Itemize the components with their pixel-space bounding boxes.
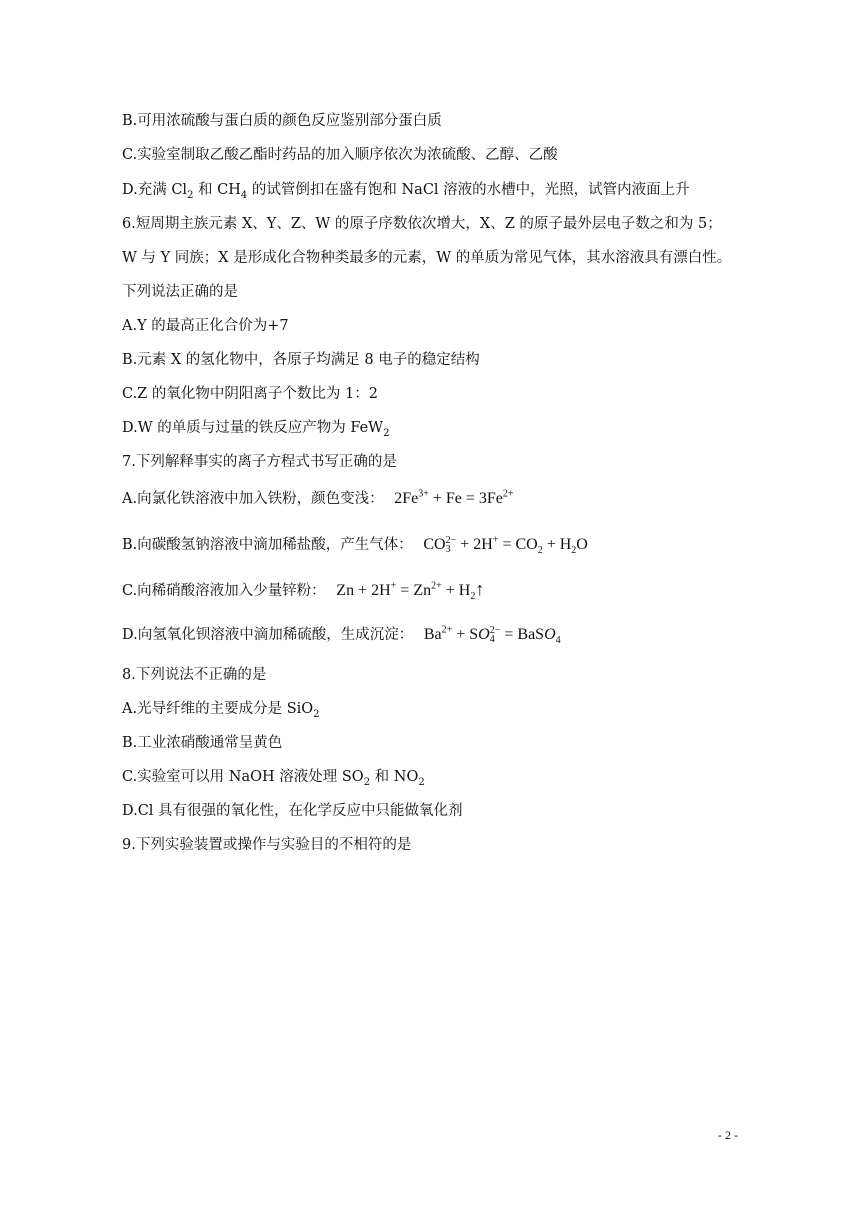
equation-7a: $2Fe^{3+} + Fe = 3Fe^{2+}$ bbox=[394, 488, 514, 507]
option-8b: B.工业浓硝酸通常呈黄色 bbox=[122, 735, 283, 751]
question-7-stem: 7.下列解释事实的离子方程式书写正确的是 bbox=[122, 454, 397, 470]
option-6a: A.Y 的最高正化合价为+7 bbox=[122, 318, 289, 334]
option-6b: B.元素 X 的氢化物中，各原子均满足 8 电子的稳定结构 bbox=[122, 352, 480, 368]
option-5d: D.充满 $Cl_2$ 和 $CH_4$ 的试管倒扣在盛有饱和 NaCl 溶液的水槽中，光照，试管内液面上升 bbox=[122, 182, 690, 201]
option-6d: D.W 的单质与过量的铁反应产物为 FeW$_2$ bbox=[122, 420, 390, 439]
option-7b: B.向碳酸氢钠溶液中滴加稀盐酸，产生气体： CO 2− 3 + $2H^+ = CO_2 + H_2O$ bbox=[122, 534, 588, 557]
equation-7c: $Zn + 2H^+ = Zn^{2+}$ + $H_2↑$ bbox=[336, 579, 485, 603]
question-6-line-3: 下列说法正确的是 bbox=[122, 284, 238, 300]
question-6-line-2: W 与 Y 同族；X 是形成化合物种类最多的元素，W 的单质为常见气体，其水溶液具有漂白性。 bbox=[122, 250, 732, 266]
question-8-stem: 8.下列说法不正确的是 bbox=[122, 667, 267, 683]
option-7d: D.向氢氧化钡溶液中滴加稀硫酸，生成沉淀： $Ba^{2+}$ + SO 2− 4 = BaSO$_4$ bbox=[122, 624, 561, 647]
equation-7b: CO 2− 3 + $2H^+ = CO_2 + H_2O$ bbox=[423, 534, 588, 557]
option-7a: A.向氯化铁溶液中加入铁粉，颜色变浅： $2Fe^{3+} + Fe = 3Fe^{2+}$ bbox=[122, 488, 514, 507]
question-9-stem: 9.下列实验装置或操作与实验目的不相符的是 bbox=[122, 837, 412, 853]
question-6-line-1: 6.短周期主族元素 X、Y、Z、W 的原子序数依次增大，X、Z 的原子最外层电子数之和为 5； bbox=[122, 216, 722, 232]
option-6c: C.Z 的氧化物中阴阳离子个数比为 1：2 bbox=[122, 386, 378, 402]
option-5c: C.实验室制取乙酸乙酯时药品的加入顺序依次为浓硫酸、乙醇、乙酸 bbox=[122, 147, 558, 163]
option-5b: B.可用浓硫酸与蛋白质的颜色反应鉴别部分蛋白质 bbox=[122, 113, 442, 129]
option-8d: D.Cl 具有很强的氧化性，在化学反应中只能做氧化剂 bbox=[122, 803, 463, 819]
page-number: - 2 - bbox=[718, 1128, 738, 1142]
option-7c: C.向稀硝酸溶液加入少量锌粉： $Zn + 2H^+ = Zn^{2+}$ + $H_2↑$ bbox=[122, 579, 485, 603]
option-8c: C.实验室可以用 NaOH 溶液处理 $SO_2$ 和 $NO_2$ bbox=[122, 769, 425, 788]
equation-7d: $Ba^{2+}$ + SO 2− 4 = BaSO$_4$ bbox=[423, 624, 561, 647]
option-8a: A.光导纤维的主要成分是 SiO$_2$ bbox=[122, 701, 320, 720]
